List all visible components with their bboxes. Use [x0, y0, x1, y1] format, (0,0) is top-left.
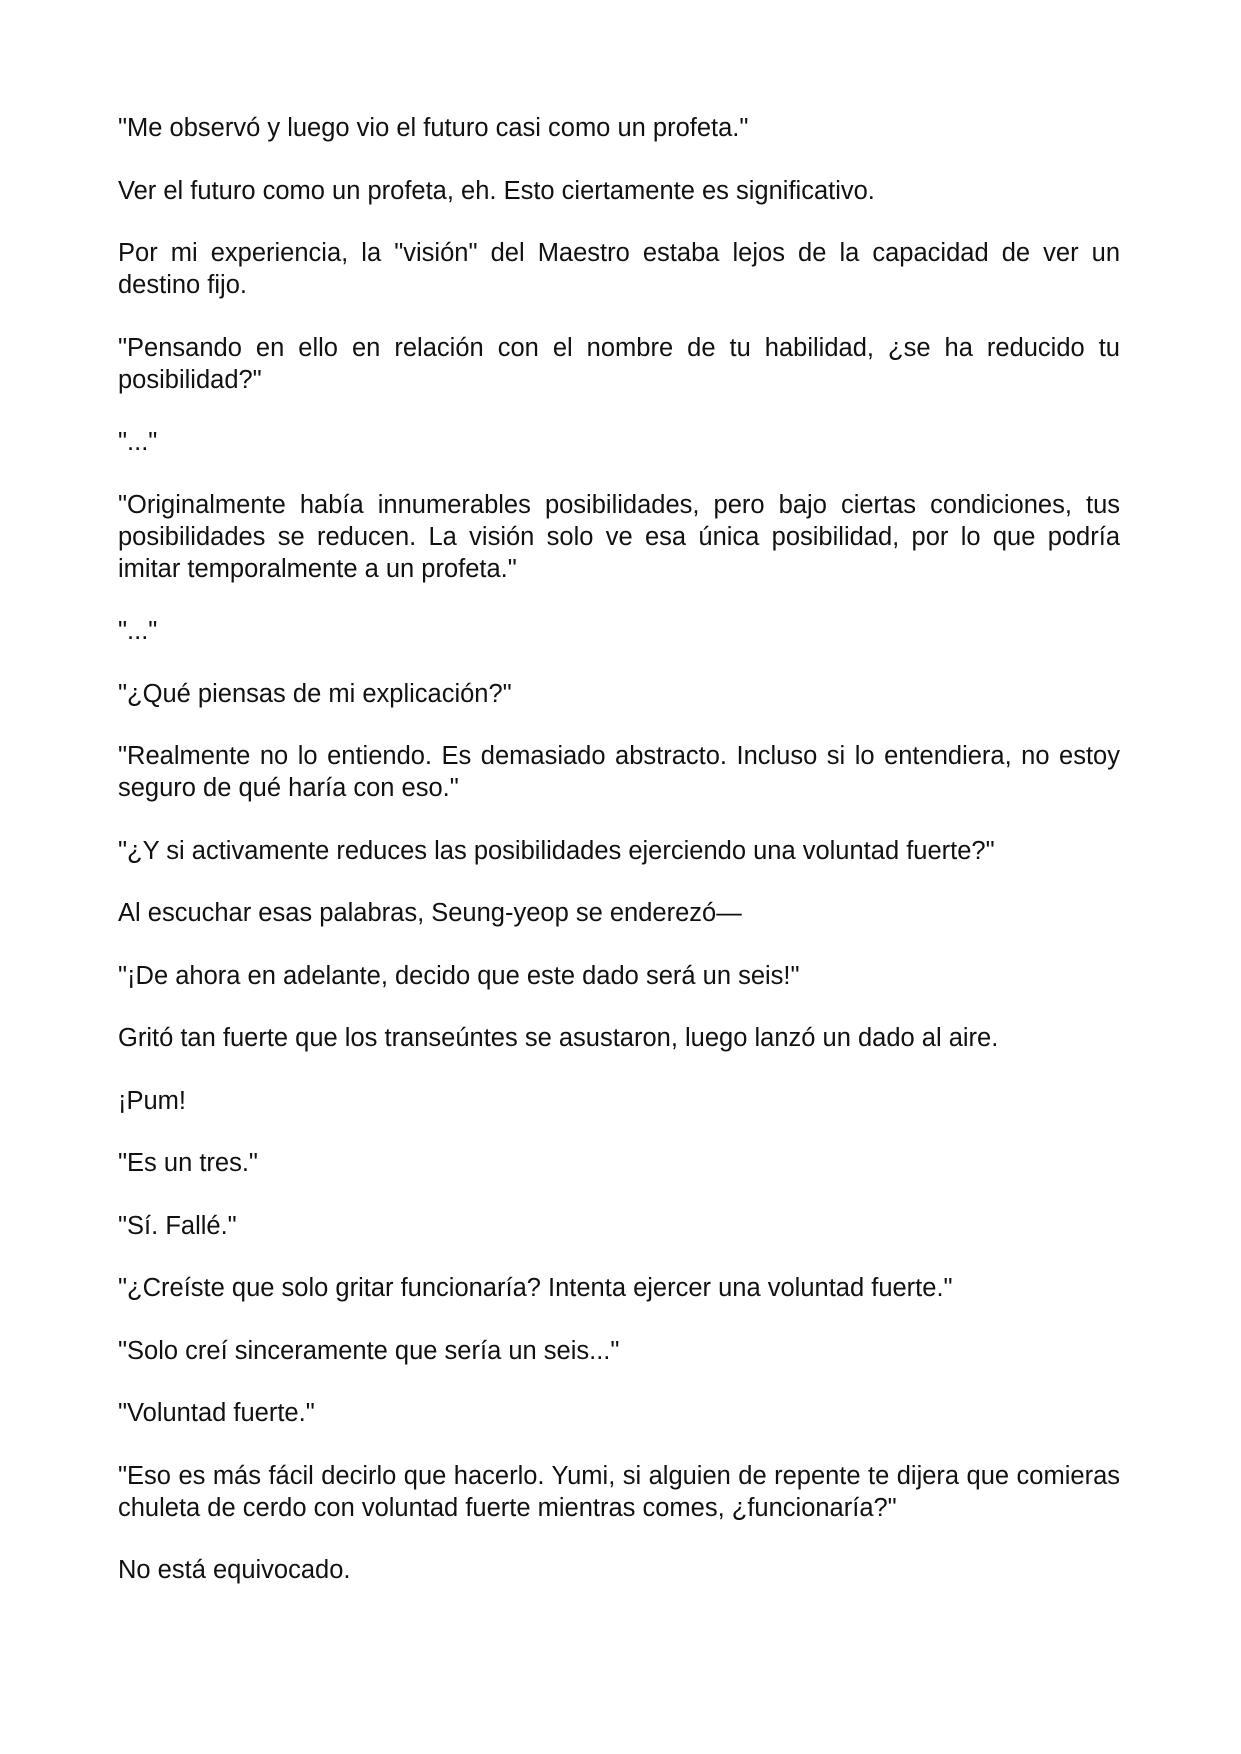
paragraph: Por mi experiencia, la "visión" del Maestro estaba lejos de la capacidad de ver un destino fijo.: [118, 239, 1120, 299]
paragraph: "Sí. Fallé.": [118, 1211, 237, 1240]
paragraph: "Originalmente había innumerables posibilidades, pero bajo ciertas condiciones, tus posibilidades se reducen. La visión solo ve esa única posibilidad, por lo que podría imitar temporalmente a un profeta.": [118, 490, 1120, 583]
paragraph: "¿Creíste que solo gritar funcionaría? Intenta ejercer una voluntad fuerte.": [118, 1274, 953, 1302]
paragraph: "Es un tres.": [118, 1149, 258, 1177]
paragraph: "¡De ahora en adelante, decido que este dado será un seis!": [118, 961, 800, 990]
paragraph: "Me observó y luego vio el futuro casi como un profeta.": [118, 114, 749, 142]
paragraph: "Realmente no lo entiendo. Es demasiado abstracto. Incluso si lo entendiera, no estoy seguro de qué haría con eso.": [118, 742, 1120, 802]
paragraph: "...": [118, 428, 158, 456]
paragraph: Gritó tan fuerte que los transeúntes se asustaron, luego lanzó un dado al aire.: [118, 1024, 999, 1052]
paragraph: "Eso es más fácil decirlo que hacerlo. Yumi, si alguien de repente te dijera que comieras chuleta de cerdo con voluntad fuerte mientras comes, ¿funcionaría?": [118, 1461, 1120, 1522]
paragraph: ¡Pum!: [118, 1086, 187, 1115]
paragraph: "Voluntad fuerte.": [118, 1399, 315, 1427]
document-body: [118, 112, 1120, 1617]
paragraph: Al escuchar esas palabras, Seung-yeop se enderezó—: [118, 899, 742, 927]
paragraph: "¿Qué piensas de mi explicación?": [118, 679, 512, 708]
paragraph: No está equivocado.: [118, 1556, 351, 1584]
paragraph: Ver el futuro como un profeta, eh. Esto ciertamente es significativo.: [118, 176, 875, 205]
paragraph: "Solo creí sinceramente que sería un seis...": [118, 1336, 620, 1365]
paragraph: "...": [118, 617, 158, 645]
paragraph: "Pensando en ello en relación con el nombre de tu habilidad, ¿se ha reducido tu posibilidad?": [118, 333, 1120, 394]
paragraph: "¿Y si activamente reduces las posibilidades ejerciendo una voluntad fuerte?": [118, 836, 995, 865]
